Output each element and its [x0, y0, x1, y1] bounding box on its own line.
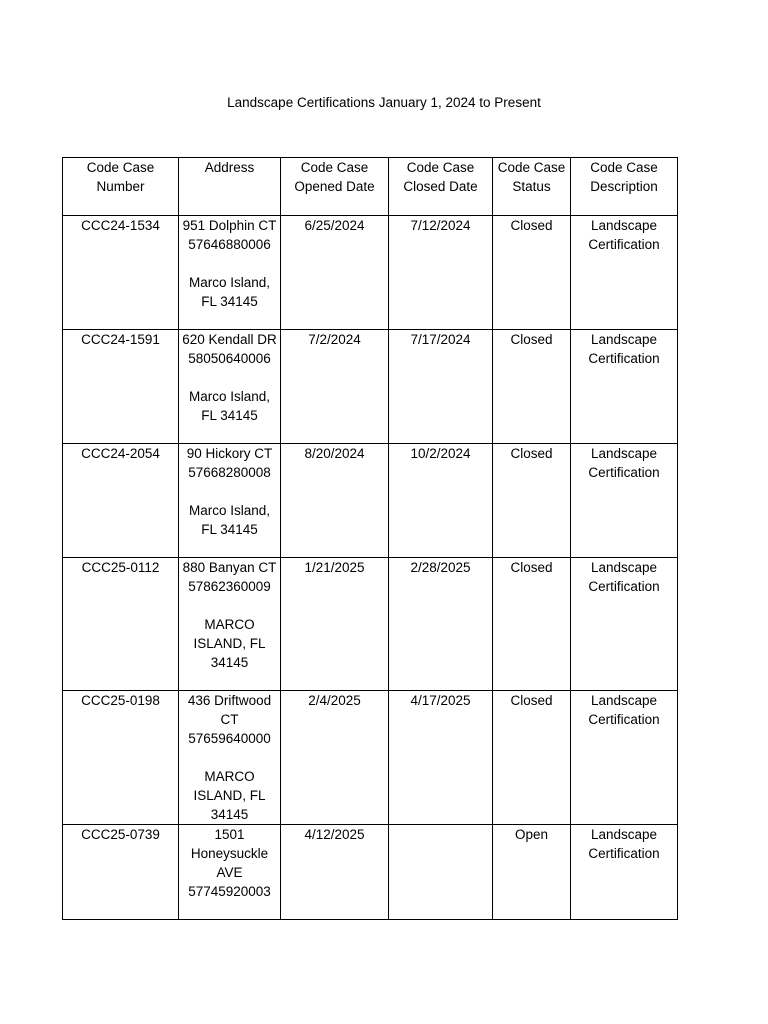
description-cell: Landscape Certification: [571, 444, 678, 558]
description-cell: Landscape Certification: [571, 330, 678, 444]
address-cell: [179, 558, 281, 691]
case-number-cell: CCC25-0739: [63, 825, 179, 920]
address-city: MARCO ISLAND, FL 34145: [193, 617, 266, 670]
header-opened-date: Code Case Opened Date: [281, 158, 389, 216]
header-description: Code Case Description: [571, 158, 678, 216]
table-header-row: [63, 158, 678, 216]
table-row: [63, 330, 678, 444]
description-cell: Landscape Certification: [571, 691, 678, 825]
status-cell: Closed: [493, 691, 571, 825]
description-cell: Landscape Certification: [571, 825, 678, 920]
status-cell: Closed: [493, 330, 571, 444]
opened-date-cell: 8/20/2024: [281, 444, 389, 558]
opened-date-cell: 6/25/2024: [281, 216, 389, 330]
case-number-cell: CCC24-1534: [63, 216, 179, 330]
address-parcel: 57668280008: [188, 465, 271, 480]
closed-date-cell: 2/28/2025: [389, 558, 493, 691]
case-number-cell: CCC25-0112: [63, 558, 179, 691]
status-cell: Closed: [493, 444, 571, 558]
address-street: 620 Kendall DR: [182, 332, 277, 347]
address-parcel: 57646880006: [188, 237, 271, 252]
table-row: [63, 691, 678, 825]
opened-date-cell: 1/21/2025: [281, 558, 389, 691]
document-title: Landscape Certifications January 1, 2024 to Present: [227, 95, 541, 110]
closed-date-cell: 7/12/2024: [389, 216, 493, 330]
address-cell: [179, 691, 281, 825]
address-city: Marco Island, FL 34145: [188, 389, 271, 423]
case-number-cell: CCC24-1591: [63, 330, 179, 444]
address-cell: [179, 444, 281, 558]
address-parcel: 57862360009: [188, 579, 271, 594]
address-city: MARCO ISLAND, FL 34145: [193, 769, 266, 822]
table-row: [63, 558, 678, 691]
address-cell: [179, 825, 281, 920]
opened-date-cell: 4/12/2025: [281, 825, 389, 920]
address-city: Marco Island, FL 34145: [188, 275, 271, 309]
table-row: [63, 825, 678, 920]
address-street: 1501 Honeysuckle AVE: [190, 827, 269, 880]
description-cell: Landscape Certification: [571, 558, 678, 691]
address-street: 951 Dolphin CT: [182, 218, 277, 233]
address-street: 436 Driftwood CT: [187, 693, 272, 727]
table-row: [63, 444, 678, 558]
closed-date-cell: [389, 825, 493, 920]
status-cell: Closed: [493, 216, 571, 330]
closed-date-cell: 4/17/2025: [389, 691, 493, 825]
status-cell: Closed: [493, 558, 571, 691]
case-number-cell: CCC25-0198: [63, 691, 179, 825]
status-cell: Open: [493, 825, 571, 920]
address-city: Marco Island, FL 34145: [188, 503, 271, 537]
opened-date-cell: 2/4/2025: [281, 691, 389, 825]
header-address: Address: [179, 158, 281, 216]
address-parcel: 58050640006: [188, 351, 271, 366]
description-cell: Landscape Certification: [571, 216, 678, 330]
table-row: [63, 216, 678, 330]
address-street: 880 Banyan CT: [182, 560, 277, 575]
opened-date-cell: 7/2/2024: [281, 330, 389, 444]
header-status: Code Case Status: [493, 158, 571, 216]
address-parcel: 57745920003: [188, 884, 271, 899]
header-case-number: Code Case Number: [63, 158, 179, 216]
address-parcel: 57659640000: [188, 731, 271, 746]
closed-date-cell: 10/2/2024: [389, 444, 493, 558]
closed-date-cell: 7/17/2024: [389, 330, 493, 444]
case-number-cell: CCC24-2054: [63, 444, 179, 558]
address-street: 90 Hickory CT: [186, 446, 273, 461]
code-cases-table: [62, 157, 678, 920]
address-cell: [179, 216, 281, 330]
address-cell: [179, 330, 281, 444]
header-closed-date: Code Case Closed Date: [389, 158, 493, 216]
